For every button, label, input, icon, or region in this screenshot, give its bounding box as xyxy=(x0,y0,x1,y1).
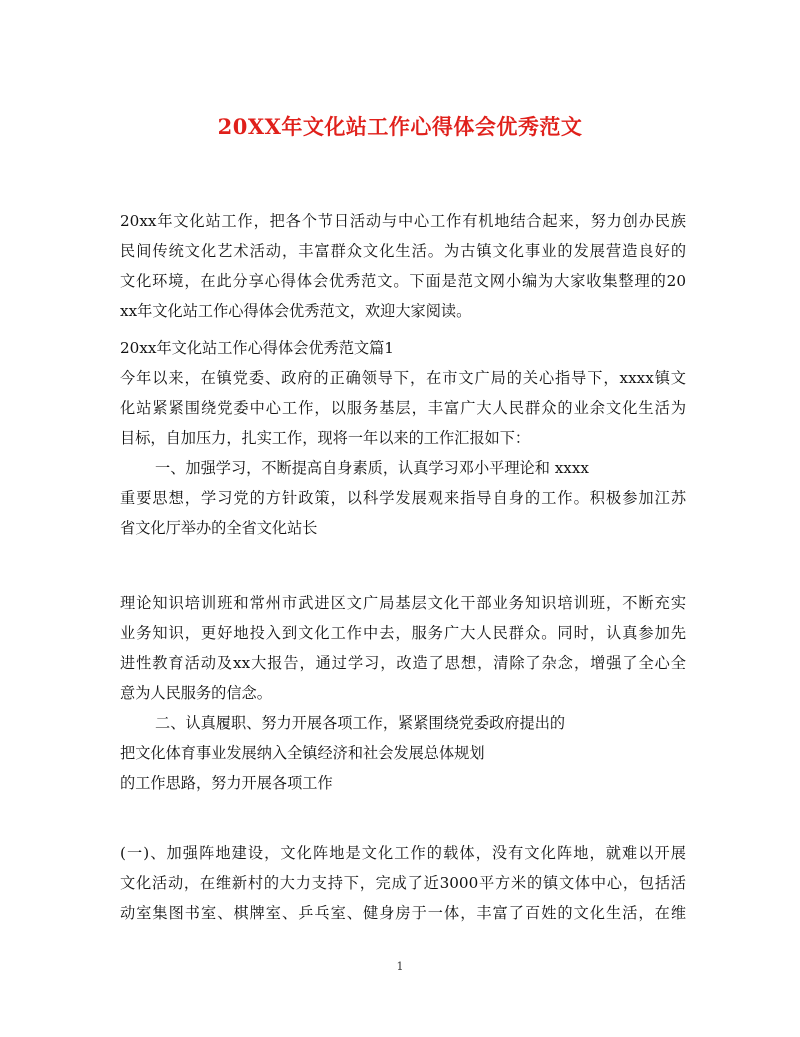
paragraph-line: 一、加强学习，不断提高自身素质，认真学习邓小平理论和 xxxx xyxy=(155,459,589,477)
paragraph-line: 省文化厅举办的全省文化站长 xyxy=(120,519,318,537)
paragraph-line: xx年文化站工作心得体会优秀范文，欢迎大家阅读。 xyxy=(120,302,472,320)
page-number: 1 xyxy=(396,960,404,973)
paragraph-line: 动室集图书室、棋牌室、乒乓室、健身房于一体，丰富了百姓的文化生活，在维 xyxy=(120,904,686,922)
paragraph-line: 业务知识，更好地投入到文化工作中去，服务广大人民群众。同时，认真参加先 xyxy=(120,624,686,642)
paragraph-line: 文化环境，在此分享心得体会优秀范文。下面是范文网小编为大家收集整理的20 xyxy=(120,272,686,290)
paragraph-line: 理论知识培训班和常州市武进区文广局基层文化干部业务知识培训班，不断充实 xyxy=(120,594,686,612)
paragraph-line: 二、认真履职、努力开展各项工作，紧紧围绕党委政府提出的 xyxy=(155,714,566,732)
section-heading: 20xx年文化站工作心得体会优秀范文篇1 xyxy=(120,339,394,357)
paragraph-line: 目标，自加压力，扎实工作，现将一年以来的工作汇报如下： xyxy=(120,429,531,447)
paragraph-line: 把文化体育事业发展纳入全镇经济和社会发展总体规划 xyxy=(120,744,485,762)
document-title: 20XX年文化站工作心得体会优秀范文 xyxy=(217,114,583,139)
paragraph-line: 文化活动，在维新村的大力支持下，完成了近3000平方米的镇文体中心，包括活 xyxy=(120,874,686,892)
paragraph-line: 今年以来，在镇党委、政府的正确领导下，在市文广局的关心指导下，xxxx镇文 xyxy=(120,369,686,387)
paragraph-line: 重要思想，学习党的方针政策，以科学发展观来指导自身的工作。积极参加江苏 xyxy=(120,489,686,507)
paragraph-line: 的工作思路，努力开展各项工作 xyxy=(120,774,333,792)
paragraph-line: 20xx年文化站工作，把各个节日活动与中心工作有机地结合起来，努力创办民族 xyxy=(120,212,686,230)
paragraph-line: 进性教育活动及xx大报告，通过学习，改造了思想，清除了杂念，增强了全心全 xyxy=(120,654,686,672)
paragraph-line: 意为人民服务的信念。 xyxy=(120,684,272,702)
paragraph-line: 化站紧紧围绕党委中心工作，以服务基层，丰富广大人民群众的业余文化生活为 xyxy=(120,399,686,417)
paragraph-line: (一)、加强阵地建设，文化阵地是文化工作的载体，没有文化阵地，就难以开展 xyxy=(120,844,686,862)
paragraph-line: 民间传统文化艺术活动，丰富群众文化生活。为古镇文化事业的发展营造良好的 xyxy=(120,242,686,260)
